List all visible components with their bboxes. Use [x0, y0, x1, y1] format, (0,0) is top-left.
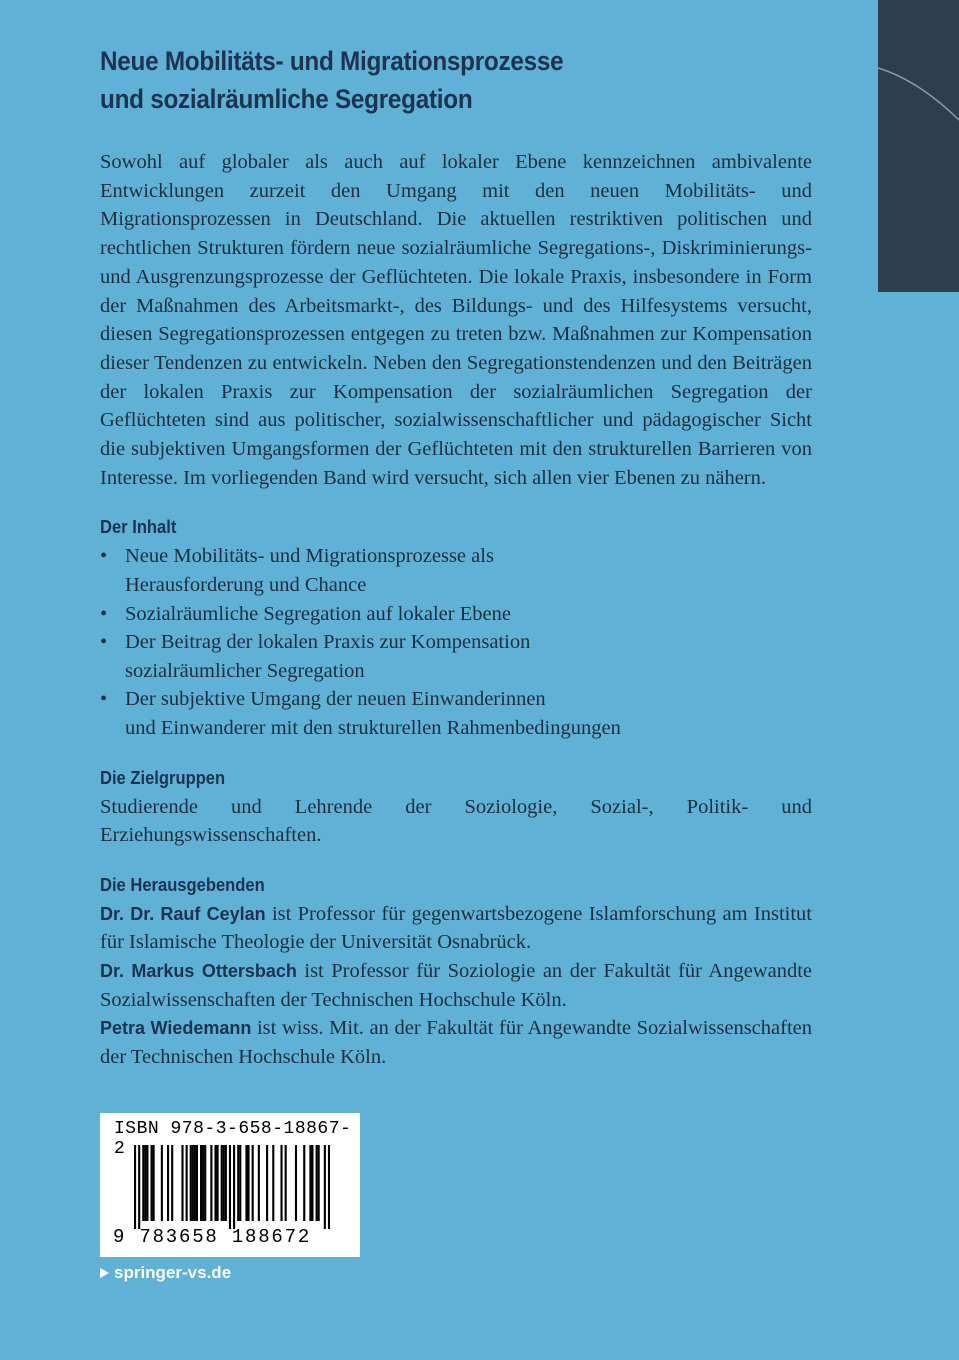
book-title-line-1: Neue Mobilitäts- und Migrationsprozesse [100, 46, 564, 76]
editor-name: Petra Wiedemann [100, 1018, 252, 1039]
zielgruppen-heading: Die Zielgruppen [100, 767, 226, 788]
barcode-bar [142, 1145, 144, 1221]
book-title [100, 42, 820, 118]
barcode-bar [272, 1145, 274, 1221]
barcode-bar [311, 1145, 313, 1221]
barcode-bar [233, 1145, 235, 1229]
barcode-bar [303, 1145, 305, 1221]
barcode-bar [295, 1145, 297, 1221]
barcode-bar [328, 1145, 330, 1229]
editor-bio: Dr. Dr. Rauf Ceylan ist Professor für gegenwartsbezogene Islamforschung am Institut für Islamische Theologie der Universität Osnabrück. [100, 902, 812, 954]
barcode-bar [134, 1145, 136, 1229]
barcode-bar [214, 1145, 216, 1221]
barcode-bar [239, 1145, 241, 1221]
inhalt-list [100, 542, 812, 742]
barcode-bar [316, 1145, 318, 1221]
inhalt-item: • Sozialräumliche Segregation auf lokaler Ebene [100, 600, 812, 629]
barcode-bar [309, 1145, 311, 1221]
barcode-bar [202, 1145, 204, 1221]
zielgruppen-text: Studierende und Lehrende der Soziologie, Sozial-, Politik- und Erziehungswissenschaften. [100, 795, 812, 847]
inhalt-item: • Der subjektive Umgang der neuen Einwanderinnen und Einwanderer mit den strukturellen Rahmenbedingungen [100, 685, 812, 742]
barcode-bar [196, 1145, 198, 1221]
website-link[interactable] [100, 1263, 231, 1283]
herausgebende-heading: Die Herausgebenden [100, 874, 265, 895]
back-cover-content [100, 42, 812, 1071]
barcode-bar [186, 1145, 188, 1221]
barcode-bar [144, 1145, 146, 1221]
barcode-bar [171, 1145, 173, 1221]
intro-paragraph: Sowohl auf globaler als auch auf lokaler Ebene kennzeichnen ambivalente Entwicklungen zurzeit den Umgang mit den neuen Mobilitäts- und Migrationsprozessen in Deutschland. Die aktuellen restriktiven politischen und rechtlichen Strukturen fördern neue sozialräumliche Segregations-, Diskriminierungs- und Ausgrenzungsprozesse der Geflüchteten. Die lokale Praxis, insbesondere in Form der Maßnahmen des Arbeitsmarkt-, des Bildungs- und des Hilfesystems versucht, diesen Segregationsprozessen entgegen zu treten bzw. Maßnahmen zur Kompensation dieser Tendenzen zu entwickeln. Neben den Segregationstendenzen und den Beiträgen der lokalen Praxis zur Kompensation der sozialräumlichen Segregation der Geflüchteten sind aus politischer, sozialwissenschaftlicher und pädagogischer Sicht die subjektiven Umgangsformen der Geflüchteten mit den strukturellen Barrieren von Interesse. Im vorliegenden Band wird versucht, sich allen vier Ebenen zu nähern. [100, 151, 812, 489]
editor-bio: Petra Wiedemann ist wiss. Mit. an der Fakultät für Angewandte Sozialwissenschaften der Technischen Hochschule Köln. [100, 1017, 812, 1068]
bullet-icon: • [100, 631, 108, 654]
barcode-bar [192, 1145, 194, 1221]
barcode-bar [138, 1145, 140, 1229]
barcode-bar [221, 1145, 223, 1221]
barcode-bars [134, 1145, 330, 1229]
barcode-bar [167, 1145, 169, 1221]
barcode-bar [210, 1145, 212, 1221]
barcode-bar [161, 1145, 163, 1221]
barcode-bar [153, 1145, 155, 1221]
isbn-barcode [100, 1113, 360, 1257]
arrow-right-icon [100, 1268, 109, 1278]
book-title-line-2: und sozialräumliche Segregation [100, 84, 473, 114]
editor-name: Dr. Dr. Rauf Ceylan [100, 903, 266, 924]
inhalt-item: • Der Beitrag der lokalen Praxis zur Kompensation sozialräumlicher Segregation [100, 628, 812, 685]
barcode-bar [204, 1145, 206, 1221]
inhalt-item: • Neue Mobilitäts- und Migrationsprozesse als Herausforderung und Chance [100, 542, 812, 599]
barcode-bar [245, 1145, 247, 1221]
barcode-bar [247, 1145, 249, 1221]
barcode-bar [258, 1145, 260, 1221]
isbn-label: ISBN 978-3-658-18867-2 [114, 1119, 352, 1159]
spine-band [878, 0, 959, 292]
barcode-bar [266, 1145, 268, 1221]
inhalt-heading: Der Inhalt [100, 517, 177, 538]
barcode-bar [237, 1145, 239, 1221]
barcode-bar [324, 1145, 326, 1229]
bullet-icon: • [100, 688, 108, 711]
barcode-bar [229, 1145, 231, 1229]
barcode-bar [200, 1145, 202, 1221]
barcode-bar [146, 1145, 148, 1221]
barcode-bar [225, 1145, 227, 1221]
barcode-bar [151, 1145, 153, 1221]
bullet-icon: • [100, 545, 108, 568]
website-text: springer-vs.de [114, 1263, 232, 1282]
barcode-bar [318, 1145, 320, 1221]
barcode-bar [223, 1145, 225, 1221]
barcode-bar [190, 1145, 192, 1221]
barcode-bar [194, 1145, 196, 1221]
barcode-bar [217, 1145, 219, 1221]
barcode-bar [252, 1145, 254, 1221]
ean-digits: 9 783658 188672 [113, 1226, 312, 1248]
barcode-bar [280, 1145, 282, 1221]
spine-curve-decoration [878, 0, 959, 292]
barcode-bar [181, 1145, 183, 1221]
bullet-icon: • [100, 602, 108, 625]
editor-bio: Dr. Markus Ottersbach ist Professor für Soziologie an der Fakultät für Angewandte Sozialwissenschaften der Technischen Hochschule Köln. [100, 959, 812, 1011]
barcode-bar [285, 1145, 287, 1221]
editor-name: Dr. Markus Ottersbach [100, 960, 297, 981]
